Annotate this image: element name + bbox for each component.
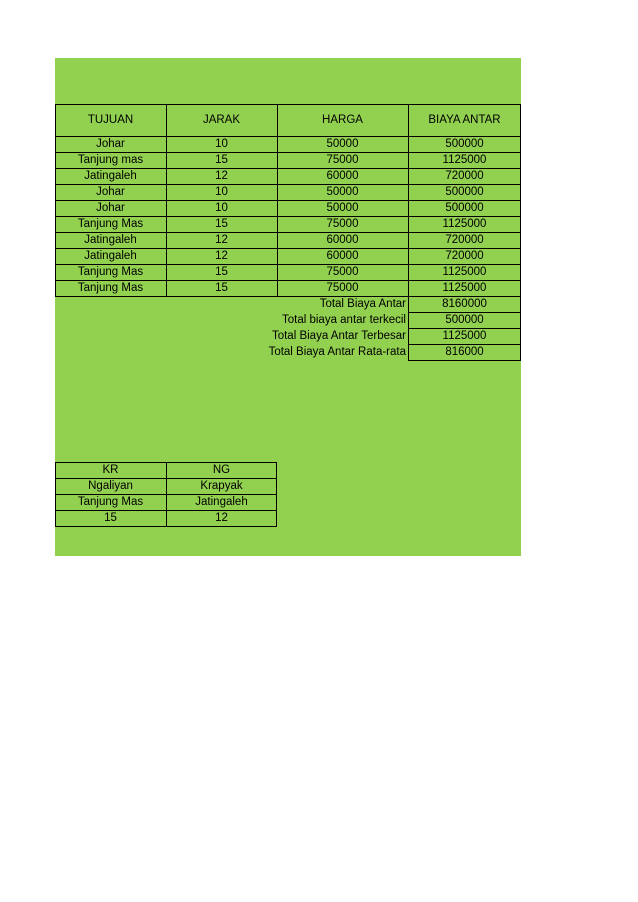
small-table-cell[interactable]: Jatingaleh bbox=[195, 496, 248, 508]
table-cell[interactable]: 1125000 bbox=[442, 282, 487, 294]
grid-line bbox=[55, 526, 277, 527]
table-cell[interactable]: 75000 bbox=[326, 154, 359, 166]
spreadsheet-area bbox=[55, 58, 521, 556]
table-cell[interactable]: 1125000 bbox=[442, 154, 487, 166]
summary-value[interactable]: 1125000 bbox=[442, 330, 487, 342]
summary-label[interactable]: Total Biaya Antar Terbesar bbox=[271, 330, 406, 342]
table-cell[interactable]: 12 bbox=[215, 250, 228, 262]
small-header-cell[interactable]: NG bbox=[212, 464, 231, 476]
grid-line bbox=[166, 104, 167, 296]
small-table-cell[interactable]: Ngaliyan bbox=[88, 480, 133, 492]
header-cell[interactable]: TUJUAN bbox=[87, 114, 134, 126]
grid-line bbox=[520, 296, 521, 360]
table-cell[interactable]: Tanjung mas bbox=[77, 154, 144, 166]
grid-line bbox=[408, 360, 521, 361]
grid-line bbox=[55, 462, 56, 526]
grid-line bbox=[166, 462, 167, 526]
table-cell[interactable]: 15 bbox=[215, 266, 228, 278]
table-cell[interactable]: 500000 bbox=[445, 138, 484, 150]
table-cell[interactable]: 720000 bbox=[445, 170, 484, 182]
small-table-cell[interactable]: Krapyak bbox=[200, 480, 243, 492]
table-cell[interactable]: 1125000 bbox=[442, 266, 487, 278]
table-cell[interactable]: 50000 bbox=[326, 138, 359, 150]
grid-line bbox=[55, 216, 521, 217]
table-cell[interactable]: Johar bbox=[96, 138, 125, 150]
grid-line bbox=[276, 462, 277, 526]
table-cell[interactable]: 500000 bbox=[445, 202, 484, 214]
grid-line bbox=[520, 104, 521, 296]
summary-value[interactable]: 8160000 bbox=[442, 298, 487, 310]
table-cell[interactable]: 500000 bbox=[445, 186, 484, 198]
grid-line bbox=[408, 296, 409, 360]
table-cell[interactable]: 60000 bbox=[326, 250, 359, 262]
small-header-cell[interactable]: KR bbox=[102, 464, 119, 476]
table-cell[interactable]: 10 bbox=[215, 138, 228, 150]
table-cell[interactable]: 1125000 bbox=[442, 218, 487, 230]
table-cell[interactable]: Tanjung Mas bbox=[77, 218, 144, 230]
table-cell[interactable]: Johar bbox=[96, 186, 125, 198]
small-table-cell[interactable]: 15 bbox=[104, 512, 117, 524]
table-cell[interactable]: 720000 bbox=[445, 250, 484, 262]
table-cell[interactable]: 75000 bbox=[326, 282, 359, 294]
grid-line bbox=[55, 232, 521, 233]
grid-line bbox=[55, 184, 521, 185]
header-cell[interactable]: JARAK bbox=[202, 114, 241, 126]
table-cell[interactable]: 75000 bbox=[326, 266, 359, 278]
grid-line bbox=[55, 280, 521, 281]
table-cell[interactable]: Jatingaleh bbox=[84, 234, 137, 246]
table-cell[interactable]: Tanjung Mas bbox=[77, 266, 144, 278]
table-cell[interactable]: 60000 bbox=[326, 170, 359, 182]
grid-line bbox=[55, 168, 521, 169]
grid-line bbox=[277, 104, 278, 296]
table-cell[interactable]: 12 bbox=[215, 234, 228, 246]
summary-label[interactable]: Total Biaya Antar bbox=[319, 298, 406, 310]
grid-line bbox=[408, 104, 409, 296]
summary-label[interactable]: Total biaya antar terkecil bbox=[281, 314, 406, 326]
grid-line bbox=[55, 152, 521, 153]
table-cell[interactable]: 15 bbox=[215, 154, 228, 166]
table-cell[interactable]: 15 bbox=[215, 218, 228, 230]
table-cell[interactable]: 10 bbox=[215, 202, 228, 214]
grid-line bbox=[55, 248, 521, 249]
grid-line bbox=[55, 104, 521, 105]
table-cell[interactable]: Jatingaleh bbox=[84, 250, 137, 262]
grid-line bbox=[55, 264, 521, 265]
table-cell[interactable]: Jatingaleh bbox=[84, 170, 137, 182]
table-cell[interactable]: 50000 bbox=[326, 186, 359, 198]
summary-label[interactable]: Total Biaya Antar Rata-rata bbox=[268, 346, 406, 358]
table-cell[interactable]: 50000 bbox=[326, 202, 359, 214]
table-cell[interactable]: 720000 bbox=[445, 234, 484, 246]
header-cell[interactable]: HARGA bbox=[322, 114, 363, 126]
table-cell[interactable]: 10 bbox=[215, 186, 228, 198]
table-cell[interactable]: 75000 bbox=[326, 218, 359, 230]
summary-value[interactable]: 816000 bbox=[445, 346, 484, 358]
grid-line bbox=[55, 104, 56, 296]
table-cell[interactable]: 60000 bbox=[326, 234, 359, 246]
table-cell[interactable]: 12 bbox=[215, 170, 228, 182]
header-cell[interactable]: BIAYA ANTAR bbox=[428, 114, 501, 126]
table-cell[interactable]: 15 bbox=[215, 282, 228, 294]
small-table-cell[interactable]: 12 bbox=[215, 512, 228, 524]
summary-value[interactable]: 500000 bbox=[445, 314, 484, 326]
table-cell[interactable]: Johar bbox=[96, 202, 125, 214]
grid-line bbox=[55, 200, 521, 201]
grid-line bbox=[55, 136, 521, 137]
small-table-cell[interactable]: Tanjung Mas bbox=[77, 496, 144, 508]
table-cell[interactable]: Tanjung Mas bbox=[77, 282, 144, 294]
